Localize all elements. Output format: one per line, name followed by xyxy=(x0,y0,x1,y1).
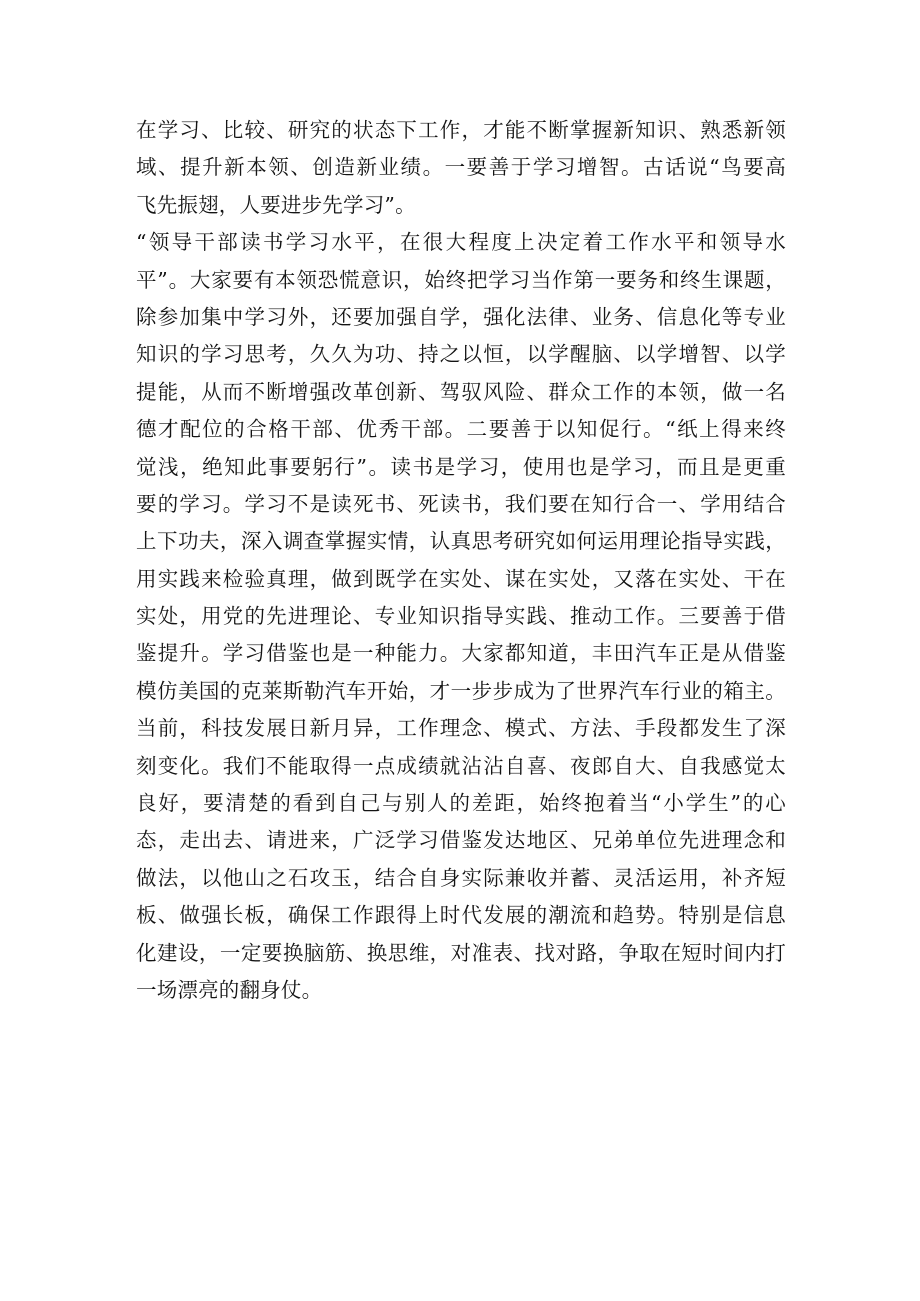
text-line-16: 模仿美国的克莱斯勒汽车开始，才一步步成为了世界汽车行业的箱主。 xyxy=(136,678,786,703)
text-line-24: 一场漂亮的翻身仗。 xyxy=(136,977,323,1002)
text-line-4: “领导干部读书学习水平，在很大程度上决定着工作水平和领导水 xyxy=(136,230,786,255)
text-line-18: 刻变化。我们不能取得一点成绩就沾沾自喜、夜郎自大、自我感觉太 xyxy=(136,753,786,778)
body-paragraphs xyxy=(136,112,786,1009)
text-line-14: 实处，用党的先进理论、专业知识指导实践、推动工作。三要善于借 xyxy=(136,604,786,629)
text-line-5: 平”。大家要有本领恐慌意识，始终把学习当作第一要务和终生课题， xyxy=(136,267,786,292)
text-line-8: 提能，从而不断增强改革创新、驾驭风险、群众工作的本领，做一名 xyxy=(136,379,786,404)
text-line-19: 良好，要清楚的看到自己与别人的差距，始终抱着当“小学生”的心 xyxy=(136,791,786,816)
text-line-17: 当前，科技发展日新月异，工作理念、模式、方法、手段都发生了深 xyxy=(136,716,786,741)
text-line-22: 板、做强长板，确保工作跟得上时代发展的潮流和趋势。特别是信息 xyxy=(136,903,786,928)
text-line-11: 要的学习。学习不是读死书、死读书，我们要在知行合一、学用结合 xyxy=(136,491,786,516)
text-line-9: 德才配位的合格干部、优秀干部。二要善于以知促行。“纸上得来终 xyxy=(136,417,786,442)
text-line-3: 飞先振翅，人要进步先学习”。 xyxy=(136,192,416,217)
text-line-23: 化建设，一定要换脑筋、换思维，对准表、找对路，争取在短时间内打 xyxy=(136,940,786,965)
text-line-15: 鉴提升。学习借鉴也是一种能力。大家都知道，丰田汽车正是从借鉴 xyxy=(136,641,786,666)
text-line-13: 用实践来检验真理，做到既学在实处、谋在实处，又落在实处、干在 xyxy=(136,566,786,591)
text-line-2: 域、提升新本领、创造新业绩。一要善于学习增智。古话说“鸟要高 xyxy=(136,155,786,180)
text-line-1: 在学习、比较、研究的状态下工作，才能不断掌握新知识、熟悉新领 xyxy=(136,118,786,142)
text-line-20: 态，走出去、请进来，广泛学习借鉴发达地区、兄弟单位先进理念和 xyxy=(136,828,786,853)
text-line-7: 知识的学习思考，久久为功、持之以恒，以学醒脑、以学增智、以学 xyxy=(136,342,786,367)
text-line-10: 觉浅，绝知此事要躬行”。读书是学习，使用也是学习，而且是更重 xyxy=(136,454,786,479)
text-line-21: 做法，以他山之石攻玉，结合自身实际兼收并蓄、灵活运用，补齐短 xyxy=(136,865,786,890)
text-line-12: 上下功夫，深入调查掌握实情，认真思考研究如何运用理论指导实践， xyxy=(136,529,786,554)
text-line-6: 除参加集中学习外，还要加强自学，强化法律、业务、信息化等专业 xyxy=(136,304,786,329)
